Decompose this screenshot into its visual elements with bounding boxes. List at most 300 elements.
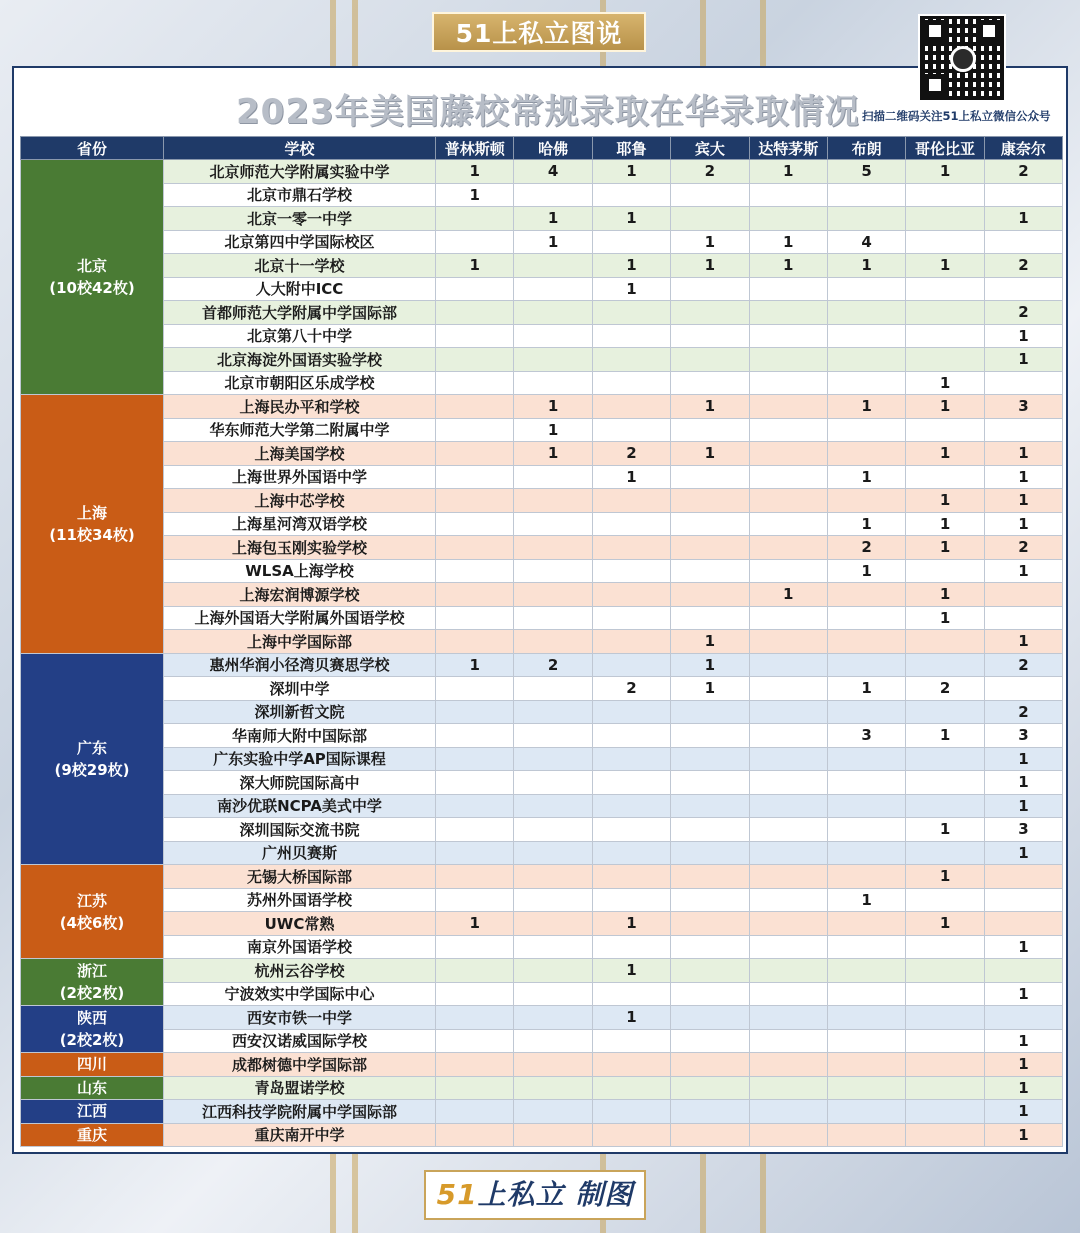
school-name: 上海宏润博源学校 xyxy=(164,583,436,607)
count-cell xyxy=(514,935,592,959)
count-cell xyxy=(827,841,905,865)
count-cell: 1 xyxy=(514,230,592,254)
school-name: 广东实验中学AP国际课程 xyxy=(164,747,436,771)
count-cell xyxy=(514,982,592,1006)
count-cell xyxy=(671,912,749,936)
count-cell: 1 xyxy=(906,912,984,936)
count-cell xyxy=(436,583,514,607)
school-name: 江西科技学院附属中学国际部 xyxy=(164,1100,436,1124)
count-cell xyxy=(671,818,749,842)
table-row xyxy=(21,465,1063,489)
count-cell xyxy=(514,912,592,936)
province-cell xyxy=(21,1100,164,1124)
header-university: 普林斯顿 xyxy=(436,137,514,160)
count-cell xyxy=(436,1006,514,1030)
count-cell xyxy=(671,583,749,607)
count-cell xyxy=(671,888,749,912)
table-row xyxy=(21,1053,1063,1077)
school-name: 北京市朝阳区乐成学校 xyxy=(164,371,436,395)
count-cell xyxy=(749,865,827,889)
count-cell xyxy=(906,230,984,254)
count-cell xyxy=(749,512,827,536)
table-row xyxy=(21,301,1063,325)
count-cell xyxy=(436,395,514,419)
table-row xyxy=(21,677,1063,701)
count-cell xyxy=(749,1123,827,1147)
count-cell xyxy=(514,254,592,278)
school-name: WLSA上海学校 xyxy=(164,559,436,583)
count-cell xyxy=(671,841,749,865)
table-row xyxy=(21,747,1063,771)
count-cell: 1 xyxy=(592,207,670,231)
count-cell xyxy=(749,489,827,513)
count-cell xyxy=(671,982,749,1006)
count-cell xyxy=(984,959,1062,983)
count-cell xyxy=(436,301,514,325)
count-cell xyxy=(592,1100,670,1124)
count-cell: 1 xyxy=(671,254,749,278)
table-row xyxy=(21,348,1063,372)
count-cell xyxy=(514,677,592,701)
school-name: 上海民办平和学校 xyxy=(164,395,436,419)
count-cell: 1 xyxy=(436,183,514,207)
count-cell: 1 xyxy=(984,1123,1062,1147)
count-cell xyxy=(749,1100,827,1124)
count-cell xyxy=(592,1123,670,1147)
count-cell: 1 xyxy=(749,254,827,278)
school-name: 南京外国语学校 xyxy=(164,935,436,959)
count-cell xyxy=(827,771,905,795)
count-cell xyxy=(749,818,827,842)
count-cell: 1 xyxy=(906,489,984,513)
count-cell xyxy=(827,794,905,818)
count-cell xyxy=(671,959,749,983)
count-cell xyxy=(827,700,905,724)
count-cell xyxy=(514,959,592,983)
table-row xyxy=(21,254,1063,278)
school-name: 深大师院国际高中 xyxy=(164,771,436,795)
province-cell xyxy=(21,653,164,865)
count-cell: 1 xyxy=(592,254,670,278)
count-cell xyxy=(436,348,514,372)
count-cell: 1 xyxy=(906,254,984,278)
count-cell xyxy=(592,1053,670,1077)
count-cell: 2 xyxy=(984,536,1062,560)
count-cell xyxy=(514,794,592,818)
count-cell xyxy=(514,1053,592,1077)
school-name: 南沙优联NCPA美式中学 xyxy=(164,794,436,818)
count-cell xyxy=(906,1053,984,1077)
count-cell xyxy=(827,583,905,607)
count-cell xyxy=(749,418,827,442)
count-cell: 1 xyxy=(749,583,827,607)
table-row xyxy=(21,418,1063,442)
count-cell xyxy=(749,1029,827,1053)
count-cell xyxy=(749,1076,827,1100)
count-cell xyxy=(514,865,592,889)
table-row xyxy=(21,818,1063,842)
count-cell xyxy=(984,865,1062,889)
count-cell: 1 xyxy=(436,653,514,677)
province-cell xyxy=(21,959,164,1006)
count-cell xyxy=(436,606,514,630)
count-cell xyxy=(592,818,670,842)
count-cell xyxy=(514,1029,592,1053)
province-cell xyxy=(21,865,164,959)
count-cell xyxy=(436,818,514,842)
count-cell: 1 xyxy=(984,1053,1062,1077)
count-cell xyxy=(749,183,827,207)
province-count: (2校2枚) xyxy=(59,1031,125,1049)
count-cell xyxy=(906,559,984,583)
school-name: 无锡大桥国际部 xyxy=(164,865,436,889)
count-cell xyxy=(436,959,514,983)
count-cell xyxy=(906,630,984,654)
count-cell: 1 xyxy=(906,371,984,395)
count-cell: 1 xyxy=(984,1029,1062,1053)
school-name: 北京一零一中学 xyxy=(164,207,436,231)
count-cell: 1 xyxy=(514,418,592,442)
count-cell xyxy=(592,794,670,818)
school-name: 上海世界外国语中学 xyxy=(164,465,436,489)
count-cell xyxy=(827,865,905,889)
table-body xyxy=(21,160,1063,1147)
header-university: 哈佛 xyxy=(514,137,592,160)
qr-code-icon xyxy=(918,14,1006,102)
count-cell xyxy=(906,207,984,231)
count-cell: 1 xyxy=(514,442,592,466)
count-cell: 1 xyxy=(984,747,1062,771)
count-cell: 1 xyxy=(906,536,984,560)
count-cell xyxy=(514,583,592,607)
province-name: 浙江 xyxy=(76,962,107,980)
province-name: 江苏 xyxy=(76,891,107,910)
school-name: 上海中学国际部 xyxy=(164,630,436,654)
count-cell: 1 xyxy=(984,982,1062,1006)
count-cell: 1 xyxy=(827,512,905,536)
count-cell xyxy=(749,559,827,583)
count-cell: 4 xyxy=(827,230,905,254)
count-cell: 1 xyxy=(592,1006,670,1030)
count-cell: 1 xyxy=(984,324,1062,348)
table-row xyxy=(21,512,1063,536)
count-cell xyxy=(906,653,984,677)
school-name: 深圳新哲文院 xyxy=(164,700,436,724)
school-name: 北京市鼎石学校 xyxy=(164,183,436,207)
count-cell xyxy=(906,1123,984,1147)
count-cell xyxy=(671,1029,749,1053)
table-row xyxy=(21,794,1063,818)
count-cell: 1 xyxy=(984,465,1062,489)
count-cell xyxy=(827,912,905,936)
count-cell: 1 xyxy=(436,160,514,184)
count-cell xyxy=(514,630,592,654)
count-cell: 2 xyxy=(984,160,1062,184)
count-cell xyxy=(514,512,592,536)
count-cell xyxy=(749,771,827,795)
count-cell xyxy=(749,207,827,231)
table-row xyxy=(21,442,1063,466)
count-cell xyxy=(827,606,905,630)
footer-num: 51 xyxy=(436,1178,478,1211)
count-cell: 1 xyxy=(749,230,827,254)
count-cell xyxy=(749,536,827,560)
count-cell: 1 xyxy=(906,606,984,630)
count-cell: 1 xyxy=(984,442,1062,466)
count-cell: 2 xyxy=(984,301,1062,325)
count-cell xyxy=(671,935,749,959)
count-cell xyxy=(514,888,592,912)
count-cell xyxy=(436,512,514,536)
count-cell xyxy=(671,724,749,748)
count-cell: 1 xyxy=(436,912,514,936)
count-cell xyxy=(671,771,749,795)
count-cell: 1 xyxy=(906,395,984,419)
table-row xyxy=(21,395,1063,419)
count-cell xyxy=(671,1053,749,1077)
table-row xyxy=(21,1006,1063,1030)
count-cell xyxy=(436,465,514,489)
count-cell xyxy=(827,653,905,677)
count-cell: 1 xyxy=(827,559,905,583)
count-cell xyxy=(592,512,670,536)
count-cell xyxy=(436,841,514,865)
count-cell xyxy=(514,747,592,771)
count-cell xyxy=(749,465,827,489)
count-cell: 1 xyxy=(827,677,905,701)
table-row xyxy=(21,207,1063,231)
header-row xyxy=(21,137,1063,160)
count-cell xyxy=(671,207,749,231)
count-cell xyxy=(671,348,749,372)
school-name: 西安市铁一中学 xyxy=(164,1006,436,1030)
table-row xyxy=(21,183,1063,207)
count-cell: 2 xyxy=(592,677,670,701)
table-row xyxy=(21,536,1063,560)
count-cell xyxy=(906,700,984,724)
count-cell xyxy=(827,183,905,207)
header-university: 耶鲁 xyxy=(592,137,670,160)
footer-text: 上私立 制图 xyxy=(477,1178,634,1211)
count-cell xyxy=(984,912,1062,936)
count-cell xyxy=(436,559,514,583)
count-cell: 1 xyxy=(984,771,1062,795)
footer-logo xyxy=(424,1170,646,1220)
count-cell xyxy=(984,230,1062,254)
count-cell xyxy=(436,724,514,748)
count-cell xyxy=(436,1100,514,1124)
table-row xyxy=(21,700,1063,724)
count-cell xyxy=(671,512,749,536)
count-cell xyxy=(906,1076,984,1100)
count-cell xyxy=(671,1100,749,1124)
count-cell: 1 xyxy=(906,865,984,889)
count-cell xyxy=(514,1123,592,1147)
count-cell xyxy=(514,700,592,724)
header-university: 康奈尔 xyxy=(984,137,1062,160)
count-cell xyxy=(671,371,749,395)
count-cell xyxy=(436,771,514,795)
count-cell xyxy=(749,959,827,983)
count-cell xyxy=(827,959,905,983)
count-cell: 1 xyxy=(749,160,827,184)
count-cell: 1 xyxy=(906,583,984,607)
count-cell xyxy=(749,1006,827,1030)
count-cell xyxy=(436,982,514,1006)
school-name: 苏州外国语学校 xyxy=(164,888,436,912)
count-cell xyxy=(749,442,827,466)
count-cell xyxy=(592,489,670,513)
count-cell xyxy=(514,489,592,513)
count-cell xyxy=(906,935,984,959)
province-name: 四川 xyxy=(76,1055,107,1074)
count-cell: 1 xyxy=(906,724,984,748)
count-cell xyxy=(906,982,984,1006)
count-cell xyxy=(514,301,592,325)
count-cell xyxy=(827,348,905,372)
count-cell: 4 xyxy=(514,160,592,184)
count-cell: 1 xyxy=(906,512,984,536)
province-count: (2校2枚) xyxy=(59,984,125,1002)
count-cell xyxy=(827,301,905,325)
count-cell xyxy=(749,301,827,325)
school-name: 惠州华润小径湾贝赛思学校 xyxy=(164,653,436,677)
count-cell xyxy=(671,700,749,724)
count-cell xyxy=(827,1029,905,1053)
count-cell xyxy=(514,465,592,489)
count-cell xyxy=(592,559,670,583)
main-panel xyxy=(12,66,1068,1154)
count-cell: 2 xyxy=(984,700,1062,724)
school-name: 青岛盟诺学校 xyxy=(164,1076,436,1100)
table-row xyxy=(21,982,1063,1006)
count-cell xyxy=(436,1076,514,1100)
count-cell: 3 xyxy=(984,818,1062,842)
count-cell xyxy=(436,1123,514,1147)
count-cell xyxy=(984,277,1062,301)
count-cell: 1 xyxy=(827,254,905,278)
school-name: UWC常熟 xyxy=(164,912,436,936)
count-cell xyxy=(671,277,749,301)
count-cell: 2 xyxy=(671,160,749,184)
count-cell xyxy=(671,324,749,348)
count-cell: 1 xyxy=(984,489,1062,513)
table-row xyxy=(21,230,1063,254)
count-cell: 1 xyxy=(514,395,592,419)
count-cell xyxy=(436,865,514,889)
count-cell xyxy=(827,1100,905,1124)
count-cell xyxy=(514,559,592,583)
count-cell xyxy=(436,888,514,912)
count-cell xyxy=(436,207,514,231)
province-cell xyxy=(21,1006,164,1053)
table-row xyxy=(21,841,1063,865)
count-cell: 2 xyxy=(906,677,984,701)
count-cell: 1 xyxy=(984,559,1062,583)
count-cell xyxy=(514,371,592,395)
count-cell xyxy=(514,277,592,301)
count-cell: 1 xyxy=(671,630,749,654)
school-name: 上海外国语大学附属外国语学校 xyxy=(164,606,436,630)
count-cell: 2 xyxy=(514,653,592,677)
count-cell xyxy=(906,1006,984,1030)
count-cell xyxy=(671,794,749,818)
count-cell xyxy=(514,348,592,372)
count-cell xyxy=(827,630,905,654)
count-cell xyxy=(671,489,749,513)
school-name: 广州贝赛斯 xyxy=(164,841,436,865)
province-cell xyxy=(21,1053,164,1077)
header-university: 达特茅斯 xyxy=(749,137,827,160)
count-cell: 1 xyxy=(984,841,1062,865)
table-row xyxy=(21,1123,1063,1147)
count-cell: 1 xyxy=(671,653,749,677)
count-cell xyxy=(671,465,749,489)
count-cell: 1 xyxy=(984,794,1062,818)
count-cell xyxy=(436,324,514,348)
count-cell xyxy=(514,324,592,348)
count-cell xyxy=(827,1076,905,1100)
count-cell: 1 xyxy=(984,1100,1062,1124)
count-cell xyxy=(592,348,670,372)
count-cell: 1 xyxy=(906,160,984,184)
header-university: 宾大 xyxy=(671,137,749,160)
count-cell xyxy=(436,536,514,560)
count-cell xyxy=(436,677,514,701)
header-university: 布朗 xyxy=(827,137,905,160)
province-count: (10校42枚) xyxy=(49,279,135,297)
table-row xyxy=(21,888,1063,912)
count-cell: 1 xyxy=(671,442,749,466)
count-cell xyxy=(827,935,905,959)
province-count: (4校6枚) xyxy=(59,913,125,932)
school-name: 人大附中ICC xyxy=(164,277,436,301)
count-cell xyxy=(436,700,514,724)
count-cell xyxy=(592,747,670,771)
count-cell xyxy=(906,794,984,818)
count-cell xyxy=(827,747,905,771)
admission-table xyxy=(20,136,1063,1147)
count-cell xyxy=(749,912,827,936)
count-cell xyxy=(436,371,514,395)
table-row xyxy=(21,324,1063,348)
province-name: 上海 xyxy=(76,503,107,522)
count-cell xyxy=(592,371,670,395)
count-cell xyxy=(671,183,749,207)
count-cell xyxy=(906,1100,984,1124)
count-cell: 2 xyxy=(827,536,905,560)
count-cell xyxy=(671,1076,749,1100)
count-cell xyxy=(592,324,670,348)
count-cell: 1 xyxy=(671,677,749,701)
table-row xyxy=(21,771,1063,795)
count-cell xyxy=(514,818,592,842)
school-name: 华南师大附中国际部 xyxy=(164,724,436,748)
count-cell xyxy=(514,536,592,560)
table-row xyxy=(21,1076,1063,1100)
count-cell xyxy=(592,183,670,207)
table-row xyxy=(21,959,1063,983)
school-name: 北京海淀外国语实验学校 xyxy=(164,348,436,372)
table-row xyxy=(21,606,1063,630)
count-cell xyxy=(436,747,514,771)
count-cell xyxy=(671,1123,749,1147)
count-cell xyxy=(749,277,827,301)
table-row xyxy=(21,630,1063,654)
count-cell xyxy=(514,1076,592,1100)
count-cell: 1 xyxy=(436,254,514,278)
count-cell xyxy=(984,583,1062,607)
